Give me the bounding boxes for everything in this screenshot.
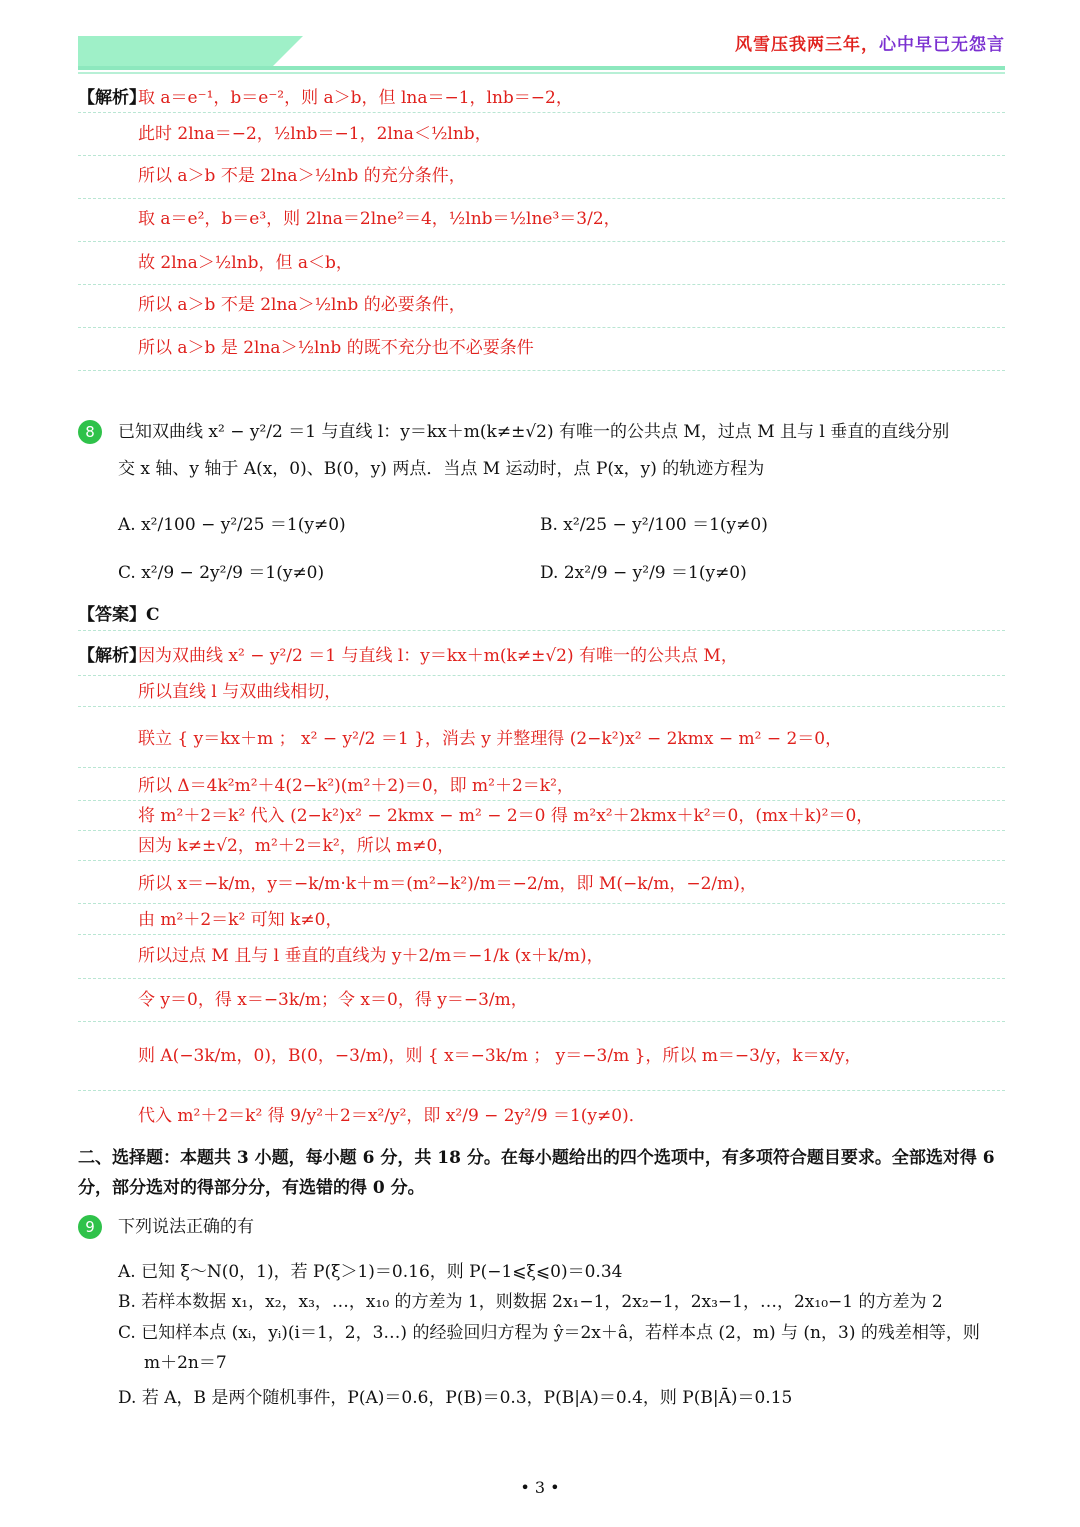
- header-band: [78, 36, 273, 66]
- q8-analysis-line-7: 所以 x＝−k/m，y＝−k/m·k＋m＝(m²−k²)/m＝−2/m，即 M(−k/m，−2/m)，: [138, 874, 757, 894]
- q9-option-d: D. 若 A，B 是两个随机事件，P(A)＝0.6，P(B)＝0.3，P(B|A)＝0.4，则 P(B|Ā)＝0.15: [118, 1388, 793, 1408]
- analysis7-line-3: 所以 a＞b 不是 2lna＞½lnb 的充分条件，: [138, 166, 466, 186]
- divider: [78, 860, 1005, 861]
- header-rule: [78, 66, 1005, 70]
- q8-option-a: A. x²/100 − y²/25 ＝1(y≠0): [118, 515, 346, 535]
- analysis7-line-7: 所以 a＞b 是 2lna＞½lnb 的既不充分也不必要条件: [138, 338, 534, 358]
- divider: [78, 155, 1005, 156]
- q9-option-c: C. 已知样本点 (xᵢ，yᵢ)(i＝1，2，3…) 的经验回归方程为 ŷ＝2x＋â，若样本点 (2，m) 与 (n，3) 的残差相等，则: [118, 1323, 980, 1343]
- q9-stem: 下列说法正确的有: [118, 1217, 254, 1237]
- divider: [78, 934, 1005, 935]
- question-number-9: 9: [78, 1215, 102, 1239]
- divider: [78, 284, 1005, 285]
- analysis-tag: 【解析】: [78, 646, 146, 666]
- q8-analysis-line-4: 所以 Δ＝4k²m²＋4(2−k²)(m²＋2)＝0，即 m²＋2＝k²，: [138, 776, 574, 796]
- q9-option-c-cont: m＋2n＝7: [144, 1353, 227, 1373]
- header-band-slant: [273, 36, 303, 66]
- q8-analysis-line-9: 所以过点 M 且与 l 垂直的直线为 y＋2/m＝−1/k (x＋k/m)，: [138, 946, 604, 966]
- divider: [78, 767, 1005, 768]
- divider: [78, 112, 1005, 113]
- q8-analysis-line-12: 代入 m²＋2＝k² 得 9/y²＋2＝x²/y²，即 x²/9 − 2y²/9 ＝1(y≠0)．: [138, 1106, 646, 1126]
- q9-option-a: A. 已知 ξ～N(0，1)，若 P(ξ＞1)＝0.16，则 P(−1⩽ξ⩽0)＝0.34: [118, 1262, 623, 1282]
- analysis7-line-4: 取 a＝e²，b＝e³，则 2lna＝2lne²＝4，½lnb＝½lne³＝3/2，: [138, 209, 621, 229]
- q8-analysis-line-6: 因为 k≠±√2，m²＋2＝k²，所以 m≠0，: [138, 836, 455, 856]
- motto-part-2: 心中早已无怨言: [879, 35, 1005, 55]
- q8-analysis-line-5: 将 m²＋2＝k² 代入 (2−k²)x² − 2kmx − m² − 2＝0 得 m²x²＋2kmx＋k²＝0，(mx＋k)²＝0，: [138, 806, 874, 826]
- divider: [78, 1021, 1005, 1022]
- q8-analysis-line-2: 所以直线 l 与双曲线相切，: [138, 682, 342, 702]
- q8-stem-line-1: 已知双曲线 x² − y²/2 ＝1 与直线 l：y＝kx＋m(k≠±√2) 有唯一的公共点 M，过点 M 且与 l 垂直的直线分别: [118, 422, 950, 442]
- header-motto: [735, 30, 1005, 55]
- divider: [78, 241, 1005, 242]
- q8-stem-line-2: 交 x 轴、y 轴于 A(x，0)、B(0，y) 两点．当点 M 运动时，点 P(x，y) 的轨迹方程为: [118, 459, 765, 479]
- q8-analysis-line-3: 联立 { y＝kx＋m ； x² − y²/2 ＝1 }，消去 y 并整理得 (2−k²)x² − 2kmx − m² − 2＝0，: [138, 729, 843, 749]
- analysis7-line-6: 所以 a＞b 不是 2lna＞½lnb 的必要条件，: [138, 295, 466, 315]
- q8-option-d: D. 2x²/9 − y²/9 ＝1(y≠0): [540, 563, 747, 583]
- divider: [78, 830, 1005, 831]
- divider: [78, 706, 1005, 707]
- divider: [78, 370, 1005, 371]
- motto-part-1: 风雪压我两三年，: [735, 35, 879, 55]
- q8-option-b: B. x²/25 − y²/100 ＝1(y≠0): [540, 515, 768, 535]
- divider: [78, 800, 1005, 801]
- divider: [78, 198, 1005, 199]
- page-number: • 3 •: [520, 1478, 560, 1497]
- divider: [78, 675, 1005, 676]
- header-rule-thin: [78, 72, 1005, 74]
- analysis7-line-2: 此时 2lna＝−2，½lnb＝−1，2lna＜½lnb，: [138, 124, 492, 144]
- question-number-8: 8: [78, 420, 102, 444]
- analysis7-line-1: 取 a＝e⁻¹，b＝e⁻²，则 a＞b，但 lna＝−1，lnb＝−2，: [138, 88, 573, 108]
- divider: [78, 327, 1005, 328]
- q8-analysis-line-11: 则 A(−3k/m，0)，B(0，−3/m)，则 { x＝−3k/m ； y＝−3/m }，所以 m＝−3/y，k＝x/y，: [138, 1046, 862, 1066]
- divider: [78, 978, 1005, 979]
- q9-option-b: B. 若样本数据 x₁，x₂，x₃，…，x₁₀ 的方差为 1，则数据 2x₁−1，2x₂−1，2x₃−1，…，2x₁₀−1 的方差为 2: [118, 1292, 943, 1312]
- q8-analysis-line-8: 由 m²＋2＝k² 可知 k≠0，: [138, 910, 343, 930]
- answer-value: C: [146, 605, 160, 625]
- divider: [78, 630, 1005, 631]
- q8-option-c: C. x²/9 − 2y²/9 ＝1(y≠0): [118, 563, 325, 583]
- q8-analysis-line-10: 令 y＝0，得 x＝−3k/m；令 x＝0，得 y＝−3/m，: [138, 990, 528, 1010]
- analysis7-line-5: 故 2lna＞½lnb，但 a＜b，: [138, 253, 353, 273]
- section-heading: 二、选择题：本题共 3 小题，每小题 6 分，共 18 分。在每小题给出的四个选项中，有多项符合题目要求。全部选对得 6 分，部分选对的得部分分，有选错的得 0 分。: [78, 1148, 995, 1198]
- analysis-tag: 【解析】: [78, 88, 146, 108]
- answer-label: 【答案】: [78, 605, 146, 625]
- answer-tag: [78, 603, 160, 627]
- divider: [78, 1090, 1005, 1091]
- divider: [78, 903, 1005, 904]
- q8-analysis-line-1: 因为双曲线 x² − y²/2 ＝1 与直线 l：y＝kx＋m(k≠±√2) 有唯一的公共点 M，: [138, 646, 738, 666]
